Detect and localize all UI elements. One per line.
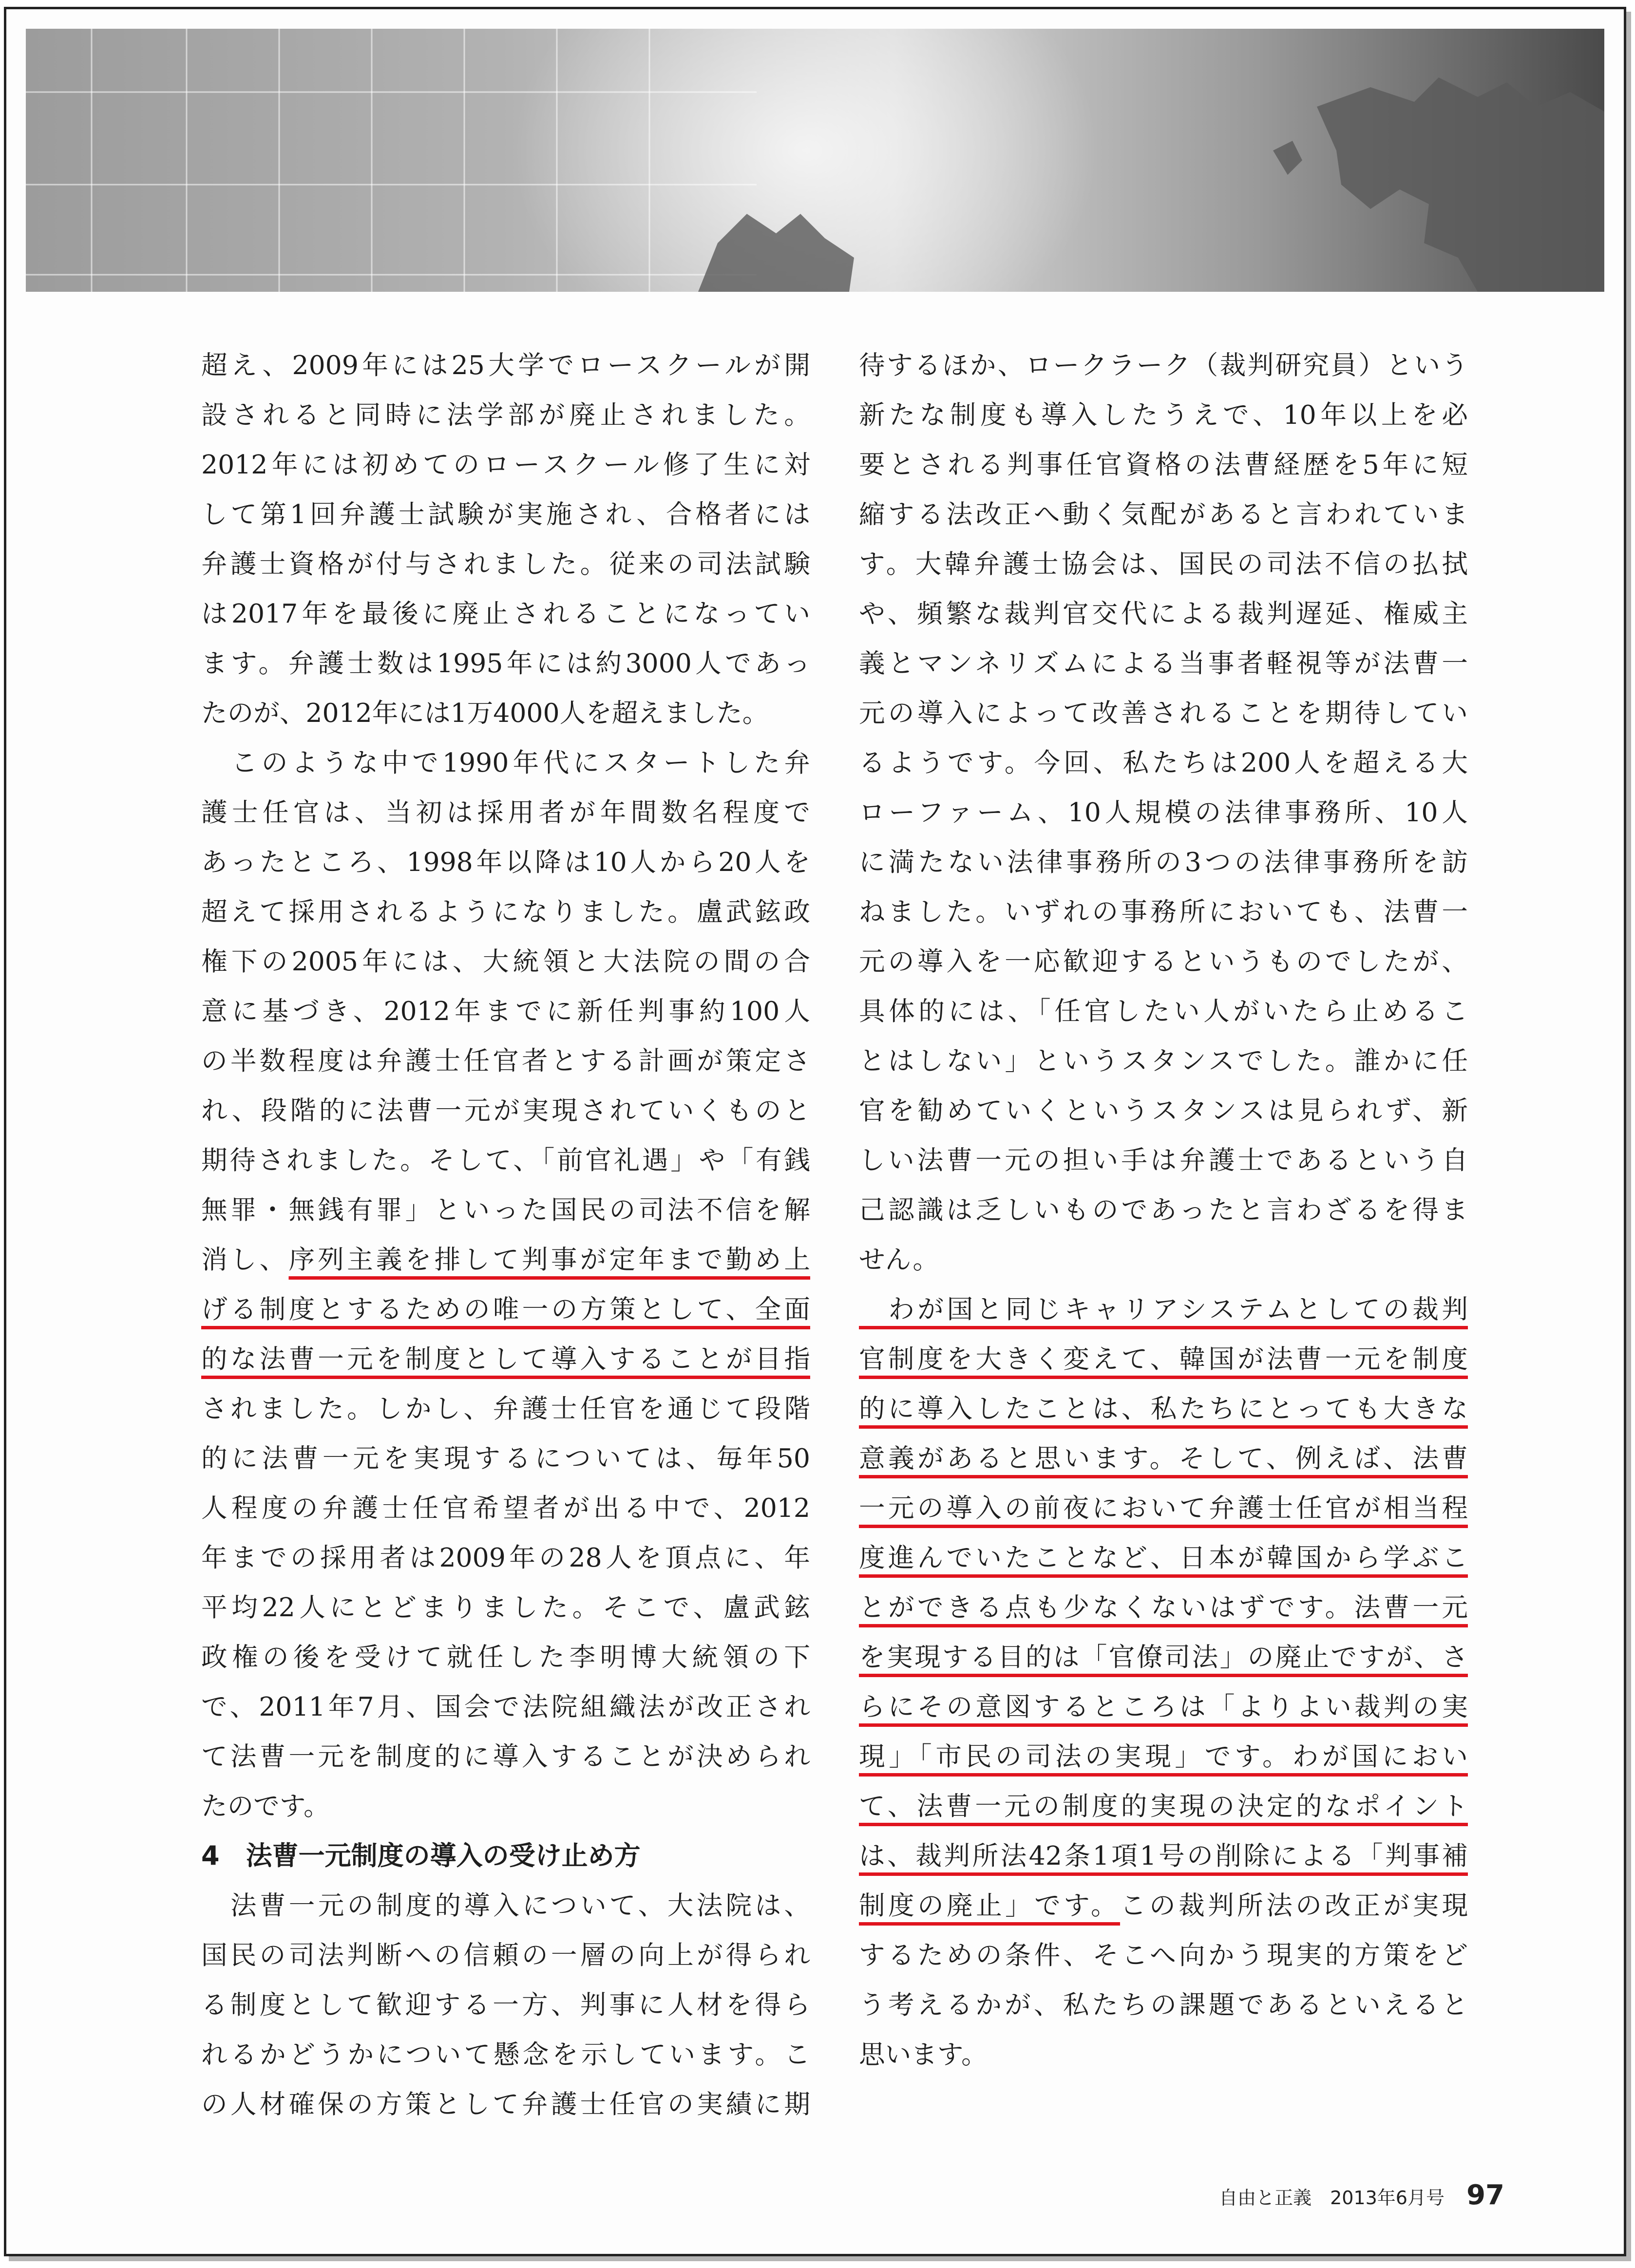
text-line: されました。しかし、弁護士任官を通じて段階 — [201, 1393, 810, 1424]
article-column-right — [859, 340, 1468, 2079]
underlined-emphasis: 制度の廃止」です。 — [859, 1890, 1121, 1921]
text-line: 要とされる判事任官資格の法曹経歴を5年に短 — [859, 449, 1468, 480]
text-line: に満たない法律事務所の3つの法律事務所を訪 — [859, 847, 1468, 877]
text-line: 国民の司法判断への信頼の一層の向上が得られ — [201, 1940, 810, 1970]
text-line — [201, 1334, 810, 1384]
text-line: 元の導入を一応歓迎するというものでしたが、 — [859, 946, 1468, 977]
text-line — [859, 1583, 1468, 1632]
underlined-emphasis: 度進んでいたことなど、日本が韓国から学ぶこ — [859, 1542, 1468, 1573]
text-line — [859, 1334, 1468, 1384]
text-line: 弁護士資格が付与されました。従来の司法試験 — [201, 548, 810, 579]
text-line: して第1回弁護士試験が実施され、合格者には — [201, 499, 810, 529]
text-line: たのが、2012年には1万4000人を超えました。 — [201, 698, 769, 728]
text-line: れるかどうかについて懸念を示しています。こ — [201, 2039, 810, 2070]
underlined-emphasis: 序列主義を排して判事が定年まで勤め上 — [288, 1244, 811, 1275]
text-line — [859, 1434, 1468, 1483]
text-line: せん。 — [859, 1244, 939, 1275]
page-number: 97 — [1466, 2179, 1504, 2211]
text-line — [859, 1682, 1468, 1732]
text-line: ローファーム、10人規模の法律事務所、10人 — [859, 797, 1468, 828]
text-line: 人程度の弁護士任官希望者が出る中で、2012 — [201, 1493, 810, 1523]
text-line: ねました。いずれの事務所においても、法曹一 — [859, 896, 1468, 927]
text-line: 己認識は乏しいものであったと言わざるを得ま — [859, 1194, 1468, 1225]
text-line: 年までの採用者は2009年の28人を頂点に、年 — [201, 1542, 810, 1573]
underlined-emphasis: 的な法曹一元を制度として導入することが目指 — [201, 1343, 810, 1374]
text-line: たのです。 — [201, 1791, 330, 1821]
text-line: 義とマンネリズムによる当事者軽視等が法曹一 — [859, 648, 1468, 679]
text-line: や、頻繁な裁判官交代による裁判遅延、権威主 — [859, 598, 1468, 629]
text-line: で、2011年7月、国会で法院組織法が改正され — [201, 1691, 810, 1722]
text-line — [859, 1732, 1468, 1781]
text-line — [859, 1384, 1468, 1434]
underlined-emphasis: 現」「市民の司法の実現」です。わが国におい — [859, 1741, 1468, 1772]
text-line: 政権の後を受けて就任した李明博大統領の下 — [201, 1642, 810, 1672]
text-line: 的に法曹一元を実現するについては、毎年50 — [201, 1443, 810, 1474]
text-line: るようです。今回、私たちは200人を超える大 — [859, 747, 1468, 778]
text-line: 平均22人にとどまりました。そこで、盧武鉉 — [201, 1592, 810, 1623]
text-line — [859, 1483, 1468, 1533]
text-line: このような中で1990年代にスタートした弁 — [201, 747, 810, 778]
magazine-page — [4, 7, 1626, 2256]
underlined-emphasis: らにその意図するところは「よりよい裁判の実 — [859, 1691, 1468, 1722]
underlined-emphasis: て、法曹一元の制度的実現の決定的なポイント — [859, 1791, 1468, 1821]
text-line: 意に基づき、2012年までに新任判事約100人 — [201, 996, 810, 1026]
text-line — [201, 1235, 810, 1285]
text-line: 2012年には初めてのロースクール修了生に対 — [201, 449, 810, 480]
text-line: 法曹一元の制度的導入について、大法院は、 — [201, 1890, 810, 1921]
text-line: れ、段階的に法曹一元が実現されていくものと — [201, 1095, 810, 1126]
text-line: あったところ、1998年以降は10人から20人を — [201, 847, 810, 877]
page-footer — [1219, 2179, 1504, 2211]
text-line — [859, 1781, 1468, 1831]
underlined-emphasis: を実現する目的は「官僚司法」の廃止ですが、さ — [859, 1642, 1468, 1672]
text-line — [859, 1881, 1468, 1930]
text-line — [201, 1285, 810, 1334]
text-segment: 消し、 — [201, 1244, 289, 1275]
text-line: 思います。 — [859, 2039, 988, 2070]
text-line: は2017年を最後に廃止されることになってい — [201, 598, 810, 629]
text-line — [859, 1831, 1468, 1881]
underlined-emphasis: 的に導入したことは、私たちにとっても大きな — [859, 1393, 1468, 1424]
text-line: 期待されました。そして、「前官礼遇」や「有銭 — [201, 1145, 810, 1175]
section-heading: 4 法曹一元制度の導入の受け止め方 — [201, 1840, 641, 1871]
text-line: の人材確保の方策として弁護士任官の実績に期 — [201, 2089, 810, 2119]
text-line: 元の導入によって改善されることを期待してい — [859, 698, 1468, 728]
text-line: 縮する法改正へ動く気配があると言われていま — [859, 499, 1468, 529]
underlined-emphasis: わが国と同じキャリアシステムとしての裁判 — [859, 1294, 1468, 1324]
article-column-left — [201, 340, 810, 2129]
text-line: う考えるかが、私たちの課題であるといえると — [859, 1989, 1468, 2020]
text-line: しい法曹一元の担い手は弁護士であるという自 — [859, 1145, 1468, 1175]
underlined-emphasis: とができる点も少なくないはずです。法曹一元 — [859, 1592, 1468, 1623]
text-line: の半数程度は弁護士任官者とする計画が策定さ — [201, 1045, 810, 1076]
text-line: 具体的には、「任官したい人がいたら止めるこ — [859, 996, 1468, 1026]
text-line: 設されると同時に法学部が廃止されました。 — [201, 399, 810, 430]
underlined-emphasis: 官制度を大きく変えて、韓国が法曹一元を制度 — [859, 1343, 1468, 1374]
header-banner — [26, 29, 1604, 292]
grid-map-graphic — [26, 29, 1604, 292]
text-line — [859, 1533, 1468, 1583]
underlined-emphasis: げる制度とするための唯一の方策として、全面 — [201, 1294, 810, 1324]
text-line: 待するほか、ロークラーク（裁判研究員）という — [859, 350, 1468, 380]
text-line — [859, 1632, 1468, 1682]
text-line: て法曹一元を制度的に導入することが決められ — [201, 1741, 810, 1772]
text-segment: この裁判所法の改正が実現 — [1120, 1890, 1468, 1921]
underlined-emphasis: は、裁判所法42条1項1号の削除による「判事補 — [859, 1840, 1468, 1871]
text-line: 権下の2005年には、大統領と大法院の間の合 — [201, 946, 810, 977]
text-line: とはしない」というスタンスでした。誰かに任 — [859, 1045, 1468, 1076]
text-line — [859, 1285, 1468, 1334]
text-line: するための条件、そこへ向かう現実的方策をど — [859, 1940, 1468, 1970]
text-line: 無罪・無銭有罪」といった国民の司法不信を解 — [201, 1194, 810, 1225]
text-line: る制度として歓迎する一方、判事に人材を得ら — [201, 1989, 810, 2020]
text-line: ます。弁護士数は1995年には約3000人であっ — [201, 648, 810, 679]
underlined-emphasis: 一元の導入の前夜において弁護士任官が相当程 — [859, 1493, 1468, 1523]
text-line: 官を勧めていくというスタンスは見られず、新 — [859, 1095, 1468, 1126]
text-line: 護士任官は、当初は採用者が年間数名程度で — [201, 797, 810, 828]
underlined-emphasis: 意義があると思います。そして、例えば、法曹 — [859, 1443, 1468, 1474]
text-line: 超え、2009年には25大学でロースクールが開 — [201, 350, 810, 380]
text-line: 超えて採用されるようになりました。盧武鉉政 — [201, 896, 810, 927]
magazine-issue: 自由と正義 2013年6月号 — [1219, 2187, 1445, 2209]
text-line: 新たな制度も導入したうえで、10年以上を必 — [859, 399, 1468, 430]
text-line: す。大韓弁護士協会は、国民の司法不信の払拭 — [859, 548, 1468, 579]
